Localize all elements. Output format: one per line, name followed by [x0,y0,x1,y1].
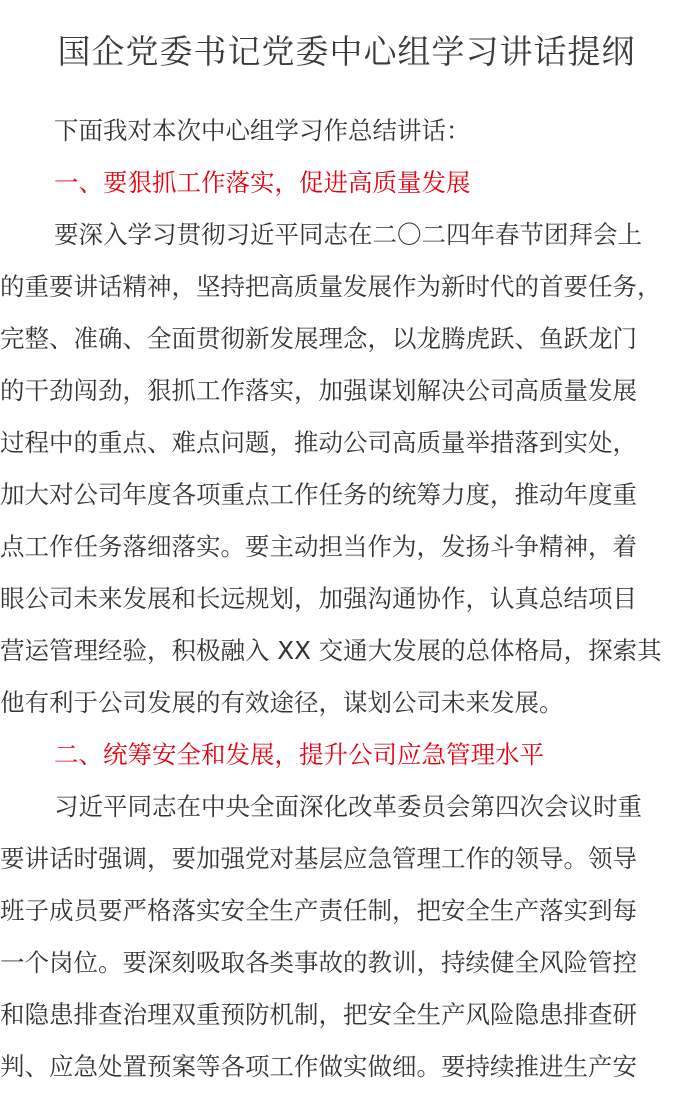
section-1-line: 他有利于公司发展的有效途径，谋划公司未来发展。 [0,688,564,717]
section-1-line: 眼公司未来发展和长远规划，加强沟通协作，认真总结项目 [0,584,637,613]
section-1-line: 的干劲闯劲，狠抓工作落实，加强谋划解决公司高质量发展 [0,376,637,405]
section-1-line: 要深入学习贯彻习近平同志在二〇二四年春节团拜会上 [54,220,642,249]
intro-paragraph: 下面我对本次中心组学习作总结讲话： [54,116,471,145]
section-2-line: 和隐患排查治理双重预防机制，把安全生产风险隐患排查研 [0,1000,637,1029]
section-1-line: 完整、准确、全面贯彻新发展理念，以龙腾虎跃、鱼跃龙门 [0,324,637,353]
document-title: 国企党委书记党委中心组学习讲话提纲 [57,32,636,71]
section-2-line: 要讲话时强调，要加强党对基层应急管理工作的领导。领导 [0,844,637,873]
section-2-line: 一个岗位。要深刻吸取各类事故的教训，持续健全风险管控 [0,948,637,977]
section-2-line: 习近平同志在中央全面深化改革委员会第四次会议时重 [54,792,642,821]
section-1-line: 过程中的重点、难点问题，推动公司高质量举措落到实处， [0,428,637,457]
section-1-heading: 一、要狠抓工作落实，促进高质量发展 [54,168,471,197]
section-1-line: 的重要讲话精神，坚持把高质量发展作为新时代的首要任务， [0,272,662,301]
section-2-heading: 二、统筹安全和发展，提升公司应急管理水平 [54,740,544,769]
section-2-line: 班子成员要严格落实安全生产责任制，把安全生产落实到每 [0,896,637,925]
section-2-line: 判、应急处置预案等各项工作做实做细。要持续推进生产安 [0,1052,637,1081]
section-1-line: 营运管理经验，积极融入 XX 交通大发展的总体格局，探索其 [0,636,662,665]
section-1-line: 加大对公司年度各项重点工作任务的统筹力度，推动年度重 [0,480,637,509]
section-1-line: 点工作任务落细落实。要主动担当作为，发扬斗争精神，着 [0,532,637,561]
